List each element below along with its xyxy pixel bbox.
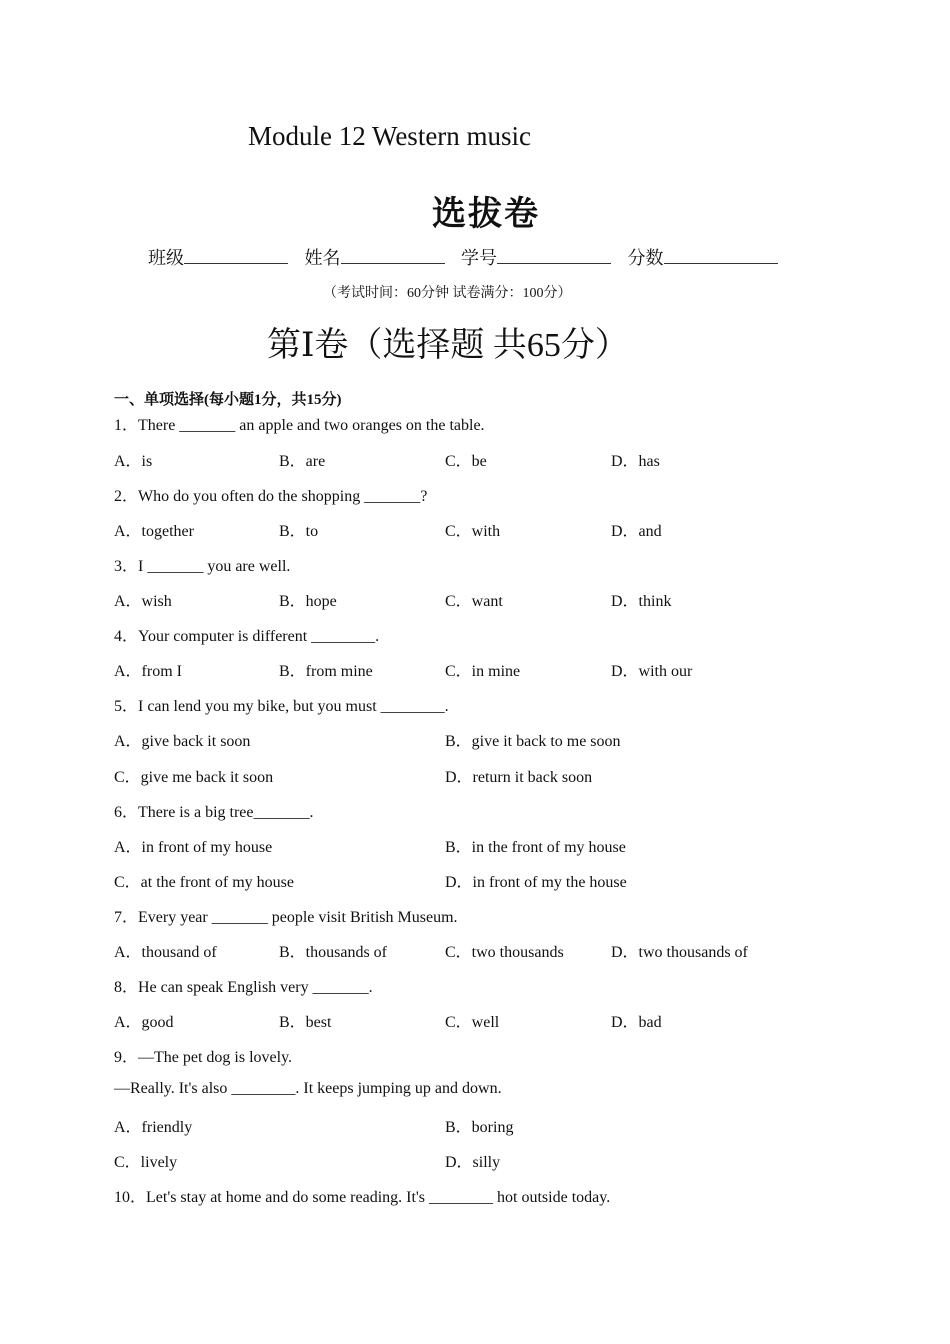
option[interactable]: C．be bbox=[445, 453, 487, 470]
option[interactable]: C．want bbox=[445, 593, 503, 610]
option[interactable]: B．to bbox=[279, 523, 319, 540]
exam-time-note: （考试时间：60分钟 试卷满分：100分） bbox=[323, 286, 572, 301]
student-info-row bbox=[148, 244, 790, 270]
option[interactable]: A．friendly bbox=[114, 1119, 193, 1136]
option[interactable]: C．with bbox=[445, 523, 501, 540]
option[interactable]: D．and bbox=[611, 523, 662, 540]
option[interactable]: A．in front of my house bbox=[114, 839, 273, 856]
option[interactable]: B．from mine bbox=[279, 663, 373, 680]
option[interactable]: C．lively bbox=[114, 1154, 178, 1171]
part-title: 第Ⅰ卷（选择题 共65分） bbox=[267, 327, 629, 364]
score-label: 分数 bbox=[627, 248, 664, 268]
option[interactable]: A．wish bbox=[114, 593, 172, 610]
question-stem: 9．—The pet dog is lovely. bbox=[114, 1049, 293, 1066]
option[interactable]: A．together bbox=[114, 523, 194, 540]
question-stem: 10．Let's stay at home and do some reading. It's ________ hot outside today. bbox=[114, 1189, 611, 1206]
class-label: 班级 bbox=[148, 248, 184, 268]
question-stem: 3．I _______ you are well. bbox=[114, 558, 291, 575]
option[interactable]: C．two thousands bbox=[445, 944, 564, 961]
exam-type-title: 选拔卷 bbox=[432, 194, 540, 234]
option[interactable]: D．has bbox=[611, 453, 660, 470]
option[interactable]: D．return it back soon bbox=[445, 769, 593, 786]
option[interactable]: C．in mine bbox=[445, 663, 521, 680]
question-stem: 4．Your computer is different ________. bbox=[114, 628, 380, 645]
option[interactable]: D．with our bbox=[611, 663, 693, 680]
option[interactable]: D．two thousands of bbox=[611, 944, 748, 961]
option[interactable]: A．give back it soon bbox=[114, 733, 251, 750]
option[interactable]: D．bad bbox=[611, 1014, 662, 1031]
option[interactable]: C．give me back it soon bbox=[114, 769, 274, 786]
name-label: 姓名 bbox=[304, 248, 341, 268]
name-blank[interactable] bbox=[341, 247, 445, 264]
option[interactable]: B．thousands of bbox=[279, 944, 388, 961]
option[interactable]: C．well bbox=[445, 1014, 500, 1031]
option[interactable]: B．best bbox=[279, 1014, 332, 1031]
question-stem: 5．I can lend you my bike, but you must ________. bbox=[114, 698, 449, 715]
score-blank[interactable] bbox=[664, 247, 778, 264]
section-title: 一、单项选择(每小题1分，共15分) bbox=[114, 392, 342, 408]
option[interactable]: A．is bbox=[114, 453, 153, 470]
class-blank[interactable] bbox=[184, 247, 288, 264]
question-stem: 8．He can speak English very _______. bbox=[114, 979, 373, 996]
option[interactable]: D．silly bbox=[445, 1154, 501, 1171]
question-stem: 7．Every year _______ people visit British Museum. bbox=[114, 909, 458, 926]
option[interactable]: B．are bbox=[279, 453, 326, 470]
module-title: Module 12 Western music bbox=[248, 121, 532, 151]
option[interactable]: B．boring bbox=[445, 1119, 514, 1136]
option[interactable]: C．at the front of my house bbox=[114, 874, 294, 891]
option[interactable]: B．give it back to me soon bbox=[445, 733, 621, 750]
question-stem: 1．There _______ an apple and two oranges on the table. bbox=[114, 417, 485, 434]
student-number-label: 学号 bbox=[461, 248, 497, 268]
question-stem: 2．Who do you often do the shopping _______? bbox=[114, 488, 428, 505]
option[interactable]: A．thousand of bbox=[114, 944, 217, 961]
question-stem: 6．There is a big tree_______. bbox=[114, 804, 314, 821]
option[interactable]: D．think bbox=[611, 593, 672, 610]
student-number-blank[interactable] bbox=[497, 247, 611, 264]
question-stem: —Really. It's also ________. It keeps jumping up and down. bbox=[114, 1080, 502, 1097]
option[interactable]: B．in the front of my house bbox=[445, 839, 626, 856]
option[interactable]: A．good bbox=[114, 1014, 174, 1031]
option[interactable]: D．in front of my the house bbox=[445, 874, 627, 891]
option[interactable]: A．from I bbox=[114, 663, 182, 680]
option[interactable]: B．hope bbox=[279, 593, 337, 610]
